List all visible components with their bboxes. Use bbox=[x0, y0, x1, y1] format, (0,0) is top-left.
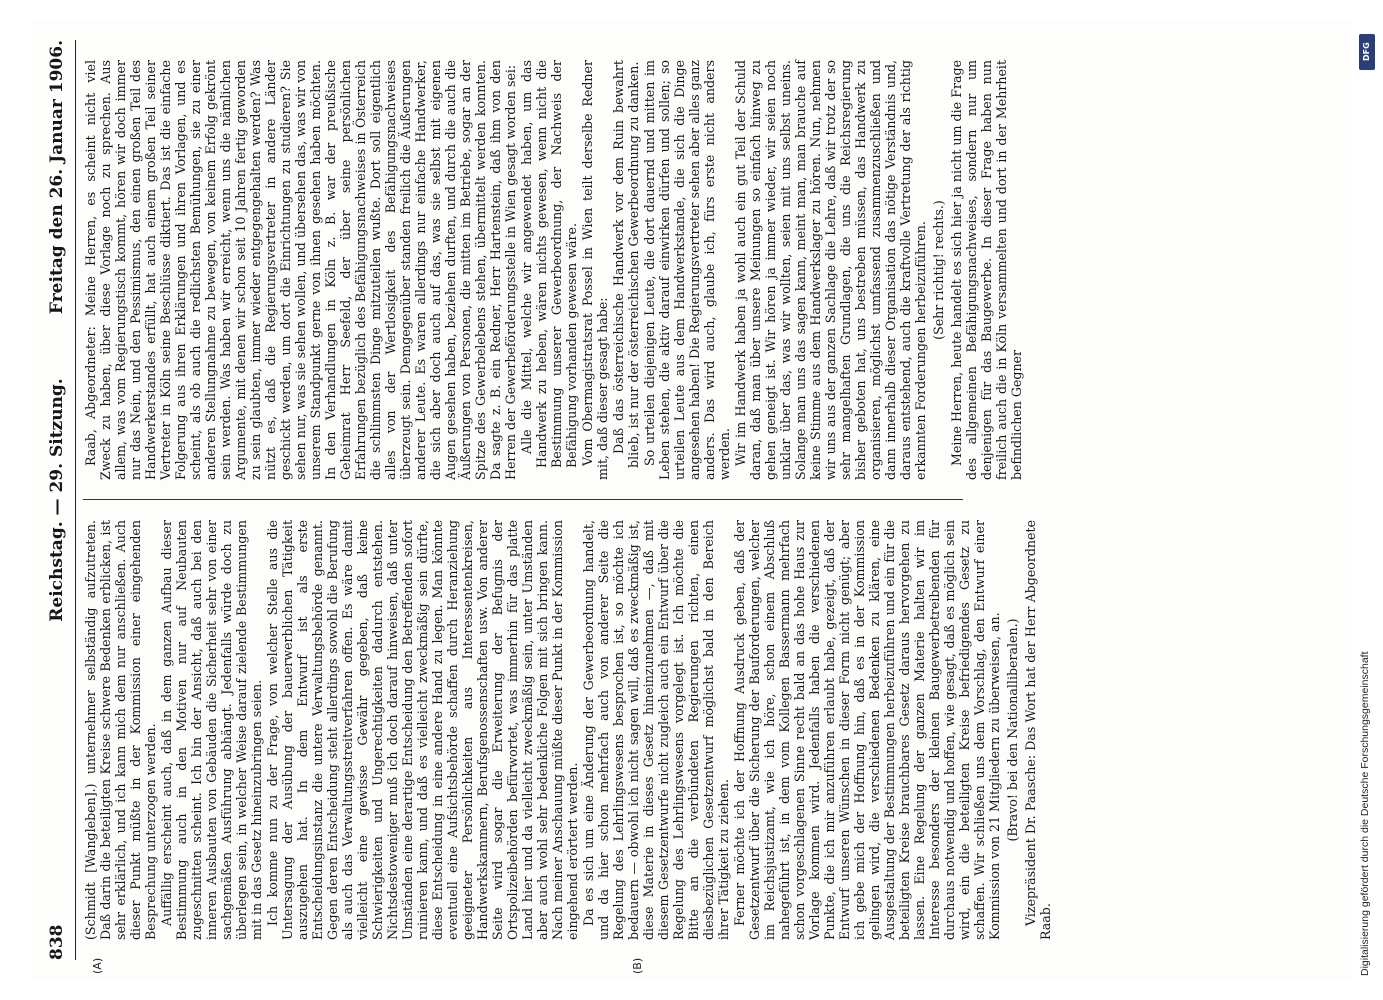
paragraph: Da es sich um eine Änderung der Gewerbeordnung handelt, und da hier schon mehrfach auch von anderer Seite die Regelung des Lehrlingswesens besprochen ist, so möchte ich bedauern — obwohl ich nicht sagen will, daß es zweckmäßig ist, diese Materie in dieses Gesetz hineinzunehmen —, daß mit diesem Gesetzentwurfe nicht zugleich auch ein Entwurf über die Regelung des Lehrlingswesens vorgelegt ist. Ich möchte die Bitte an die verbündeten Regierungen richten, einen diesbezüglichen Gesetzentwurf möglichst bald in den Bereich ihrer Tätigkeit zu ziehen. bbox=[581, 520, 731, 940]
paragraph: (Bravo! bei den Nationalliberalen.) bbox=[1005, 618, 1020, 842]
paragraph: Vizepräsident Dr. Paasche: Das Wort hat der Herr Abgeordnete Raab. bbox=[1023, 520, 1053, 940]
paragraph: (Schmidt [Wangleben].) unternehmer selbständig aufzutreten. Daß darin die beteiligten Kreise schwere Bedenken erblicken, ist sehr erklärlich, und ich kann mich dem nur anschließen. Auch dieser Punkt müßte in der Kommission einer eingehenden Besprechung unterzogen werden. bbox=[83, 520, 158, 940]
right-text-column bbox=[83, 60, 1025, 480]
session-title: Reichstag. — 29. Sitzung. bbox=[47, 378, 67, 622]
page-number: 838 bbox=[47, 924, 67, 960]
paragraph: Raab, Abgeordneter: Meine Herren, es scheint nicht viel Zweck zu haben, über diese Vorlage noch zu sprechen. Aus allem, was vom Regierungstisch kommt, hören wir doch immer nur das Nein, und den Pessimismus, den einen großen Teil des Handwerkerstandes erfüllt, hat auch einem großen Teil seiner Vertreter in Köln seine Beschlüsse diktiert. Das ist die einfache Folgerung aus ihren Erklärungen und ihren Vorlagen, und es scheint, als ob auch die redlichsten Bemühungen, sie zu einer anderen Stellungnahme zu bewegen, von keinem Erfolg gekrönt sein werden. Was haben wir erreicht, wenn uns die nämlichen Argumente, mit denen wir schon seit 10 Jahren fertig geworden zu sein glaubten, immer wieder entgegengehalten werden? Was nützt es, daß die Regierungsvertreter in andere Länder geschickt werden, um dort die Einrichtungen zu studieren? Sie sehen nur, was sie sehen wollen, und übersehen das, was wir von unserem Standpunkt gerne von ihnen gesehen haben möchten. In den Verhandlungen in Köln z. B. war der preußische Geheimrat Herr Seefeld, der über seine persönlichen Erfahrungen bezüglich des Befähigungsnachweises in Österreich die schlimmsten Dinge mitzuteilen wußte. Dort soll eigentlich alles von der Wertlosigkeit des Befähigungsnachweises überzeugt sein. Demgegenüber standen freilich die Äußerungen anderer Leute. Es waren allerdings nur einfache Handwerker, die sich aber doch auch auf das, was sie selbst mit eigenen Augen gesehen haben, beziehen durften, und durch die auch die Äußerungen von Personen, die mitten im Betriebe, sogar an der Spitze des Gewerbelebens stehen, übermittelt werden konnten. Da sagte z. B. ein Redner, Herr Hartenstein, daß ihm von den Herren der Gewerbeförderungsstelle in Wien gesagt worden sei: bbox=[83, 60, 518, 480]
paragraph: (Sehr richtig! rechts.) bbox=[931, 200, 946, 340]
dfg-logo: DFG bbox=[1359, 34, 1375, 70]
left-text-column bbox=[83, 520, 1054, 940]
paragraph: Ferner möchte ich der Hoffnung Ausdruck geben, daß der Gesetzentwurf über die Sicherung der Bauforderungen, welcher im Reichsjustizamt, wie ich höre, schon einem Abschluß nahegeführt ist, in dem vom Kollegen Bassermann mehrfach schon vorgeschlagenen Sinne recht bald an das hohe Haus zur Vorlage kommen wird. Jedenfalls haben die verschiedenen Punkte, die ich mir anzuführen erlaubt habe, gezeigt, daß der Entwurf unseren Wünschen in dieser Form nicht genügt; aber ich gebe mich der Hoffnung hin, daß es in der Kommission gelingen wird, die verschiedenen Bedenken zu klären, eine Ausgestaltung der Bestimmungen herbeizuführen und ein für die beteiligten Kreise brauchbares Gesetz daraus hervorgehen zu lassen. Eine Regelung der ganzen Materie halten wir im Interesse besonders der kleinen Baugewerbetreibenden für durchaus notwendig und hoffen, wie gesagt, daß es möglich sein wird, ein die beteiligten Kreise befriedigendes Gesetz zu schaffen. Wir schließen uns dem Vorschlag, den Entwurf einer Kommission von 21 Mitgliedern zu überweisen, an. bbox=[732, 520, 1002, 940]
paragraph: Alle die Mittel, welche wir angewendet haben, um das Handwerk zu heben, wären nichts gewesen, wenn nicht die Bestimmung unserer Gewerbeordnung, der Nachweis der Befähigung vorhanden gewesen wäre. bbox=[519, 60, 579, 468]
page-header bbox=[41, 40, 75, 960]
digitization-credit bbox=[1356, 30, 1378, 990]
margin-mark-a: (A) bbox=[91, 957, 104, 974]
paragraph: Meine Herren, heute handelt es sich hier ja nicht um die Frage des allgemeinen Befähigungsnachweises, sondern nur um denjenigen für das Baugewerbe. In dieser Frage haben nun freilich auch die in Köln versammelten und dort in der Mehrheit befindlichen Gegner bbox=[949, 60, 1024, 480]
column-divider bbox=[83, 499, 963, 500]
paragraph: So urteilen diejenigen Leute, die dort dauernd und mitten im Leben stehen, die aktiv darauf einwirken dürfen und sollen; so urteilen Leute aus dem Handwerkstande, die sich die Dinge angesehen haben! Die Regierungsvertreter sehen aber alles ganz anders. Das wird auch, glaube ich, fürs erste nicht anders werden. bbox=[642, 60, 732, 480]
rotated-document-page bbox=[31, 20, 1351, 980]
credit-text: Digitalisierung gefördert durch die Deutsche Forschungsgemeinschaft bbox=[1359, 651, 1371, 976]
session-date: Freitag den 26. Januar 1906. bbox=[47, 40, 67, 315]
paragraph: Auffällig erscheint auch, daß in dem ganzen Aufbau dieser Bestimmung auch in den Motiven nur auf Neubauten zugeschnitten scheint. Ich bin der Ansicht, daß auch bei den inneren Ausbauten von Gebäuden die Sicherheit sehr von einer sachgemäßen Ausführung abhängt. Jedenfalls würde doch zu überlegen sein, in welcher Weise darauf zielende Bestimmungen mit in das Gesetz hineinzubringen seien. bbox=[159, 520, 264, 940]
paragraph: Daß das österreichische Handwerk vor dem Ruin bewahrt blieb, ist nur der österreichischen Gewerbeordnung zu danken. bbox=[611, 60, 641, 468]
margin-mark-b: (B) bbox=[631, 957, 644, 974]
paragraph: Vom Obermagistratsrat Possel in Wien teilt derselbe Redner mit, daß dieser gesagt habe: bbox=[580, 60, 610, 480]
paragraph: Ich komme nun zu der Frage, von welcher Stelle aus die Untersagung der Ausübung der bauerwerblichen Tätigkeit auszugehen hat. In dem Entwurf ist als erste Entscheidungsinstanz die untere Verwaltungsbehörde genannt. Gegen deren Entscheidung steht allerdings sowohl die Berufung als auch das Verwaltungsstreitverfahren offen. Es wäre damit vielleicht eine gewisse Gewähr gegeben, daß keine Schwierigkeiten und Ungerechtigkeiten dadurch entstehen. Nichtsdestoweniger muß ich doch darauf hinweisen, daß unter Umständen eine derartige Entscheidung den Betreffenden sofort ruinieren kann, und daß es vielleicht zweckmäßig sein dürfte, diese Entscheidung in eine andere Hand zu legen. Man könnte eventuell eine Aufsichtsbehörde schaffen durch Heranziehung geeigneter Persönlichkeiten aus Interessentenkreisen, Handwerkskammern, Berufsgenossenschaften usw. Von anderer Seite wird sogar die Erweiterung der Befugnis der Ortspolizeibehörden befürwortet, was immerhin für das platte Land hier und da vielleicht zweckmäßig sein, unter Umständen aber auch wohl sehr bedenkliche Folgen mit sich bringen kann. Nach meiner Anschauung müßte dieser Punkt in der Kommission eingehend erörtert werden. bbox=[265, 520, 580, 940]
header-rule bbox=[75, 40, 76, 960]
paragraph: Wir im Handwerk haben ja wohl auch ein gut Teil der Schuld daran, daß man über unsere Meinungen so einfach hinweg zu gehen geneigt ist. Wir hören ja immer wieder, wir seien noch unklar über das, was wir wollten, seien mit uns selbst uneins. Solange man uns das sagen kann, meint man, man brauche auf keine Stimme aus dem Handwerkslager zu hören. Nun, nehmen wir uns aus der ganzen Sachlage die Lehre, daß wir trotz der so sehr mangelhaften Grundlagen, die uns die Reichsregierung bisher geboten hat, uns bestreben müssen, das Handwerk zu organisieren, möglichst umfassend zusammenzuschließen und dann innerhalb dieser Organisation das nötige Verständnis und, daraus entstehend, auch die kraftvolle Vertretung der als richtig erkannten Forderungen herbeizuführen. bbox=[733, 60, 928, 480]
